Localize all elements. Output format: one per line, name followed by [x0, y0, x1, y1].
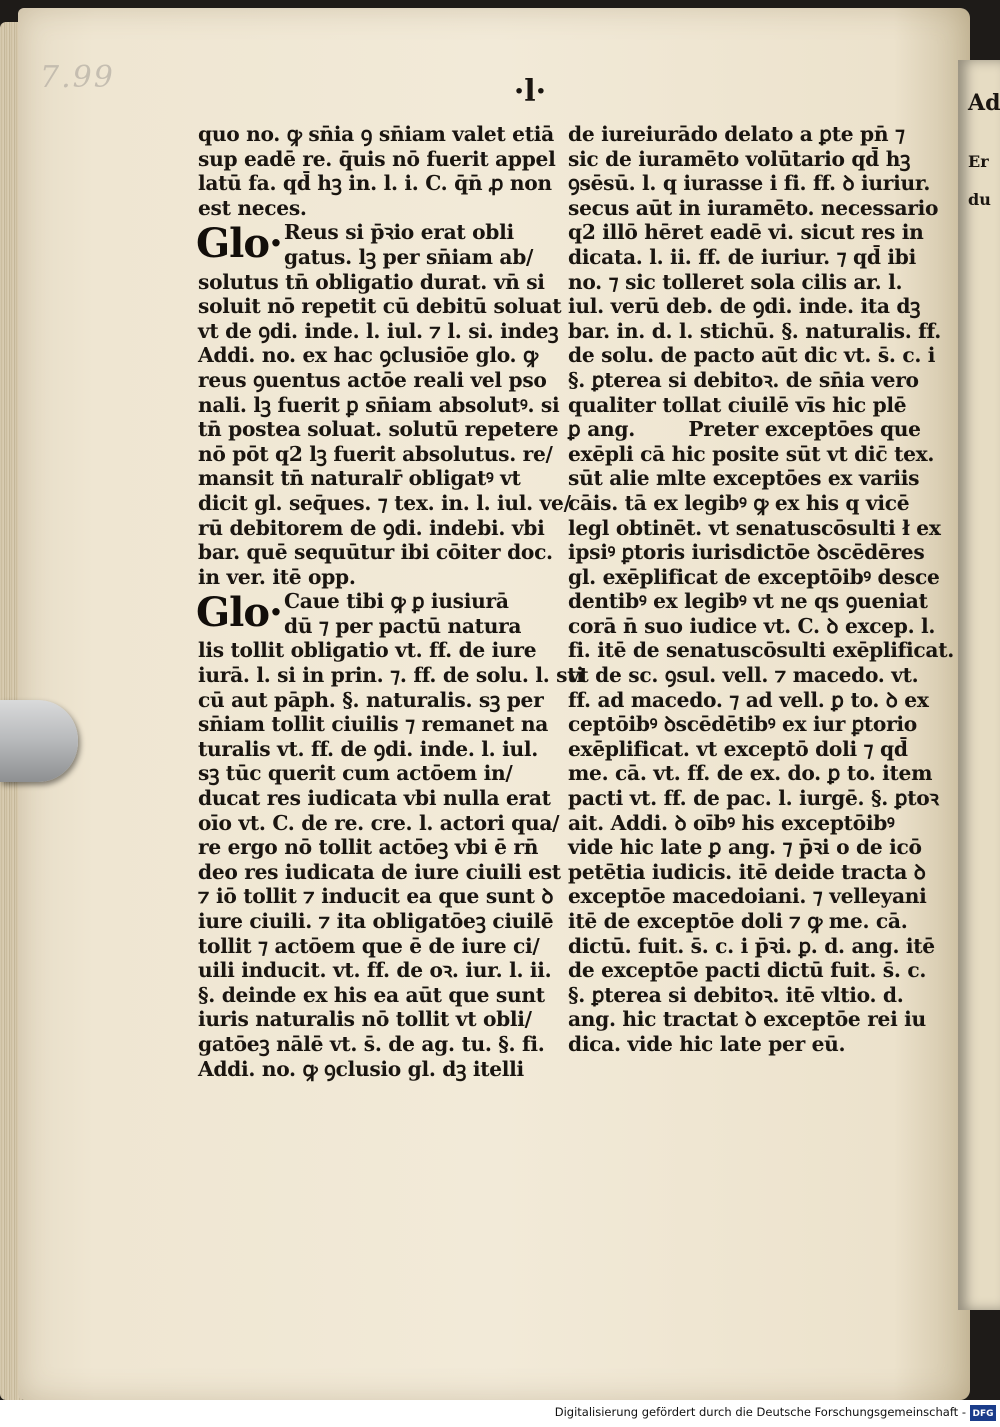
text-line: Addi. no. ex hac ꝯclusiōe glo. ꝙ — [198, 343, 538, 368]
text-line: petētia iudicis. itē deide tracta ꝺ — [568, 859, 926, 884]
text-line: §. deinde ex his ea aūt que sunt — [198, 982, 545, 1007]
text-line: nō pōt q2 lꝫ fuerit absolutus. re/ — [198, 441, 553, 466]
text-line: iul. verū deb. de ꝯdi. inde. ita dꝫ — [568, 294, 921, 319]
text-line: tn̄ postea soluat. solutū repetere — [198, 417, 559, 442]
text-line: dicit gl. seq̄ues. ⁊ tex. in. l. iul. ve/ — [198, 490, 571, 515]
text-line: rū debitorem de ꝯdi. indebi. vbi — [198, 515, 545, 540]
text-line: qualiter tollat ciuilē vīs hic plē — [568, 392, 907, 417]
text-line: sꝫ tūc querit cum actōem in/ — [198, 761, 513, 786]
text-line: gl. exēplificat de exceptōibꝰ desce — [568, 564, 940, 589]
text-line: sup eadē re. q̄uis nō fuerit appel — [198, 146, 556, 171]
facing-page-fragment: Er — [968, 152, 989, 171]
text-line: sūt alie mlte exceptōes ex variis — [568, 466, 920, 491]
text-line: ait. Addi. ꝺ oībꝰ his exceptōibꝰ — [568, 810, 895, 835]
gloss-block-2 — [196, 589, 584, 1081]
page-clip — [0, 700, 78, 782]
text-line: ⁊ iō tollit ⁊ inducit ea que sunt ꝺ — [198, 884, 554, 909]
facing-page-sliver — [958, 60, 1000, 1310]
text-line: nali. lꝫ fuerit ꝑ sn̄iam absolutꝰ. si — [198, 392, 560, 417]
text-line: q2 illō hēret eadē vi. sicut res in — [568, 220, 924, 245]
funding-credit: Digitalisierung gefördert durch die Deutsche Forschungsgemeinschaft - — [554, 1405, 966, 1419]
pencil-annotation: 7.99 — [40, 60, 115, 95]
right-column — [568, 122, 954, 1057]
text-line: de exceptōe pacti dictū fuit. s̄. c. — [568, 958, 927, 983]
text-line: bar. in. d. l. stichū. §. naturalis. ff. — [568, 318, 941, 343]
text-line: iurā. l. si in prin. ⁊. ff. de solu. l. sti — [198, 663, 584, 688]
text-line: fi. itē de senatuscōsulti exēplificat. — [568, 638, 954, 663]
text-line: ceptōibꝰ ꝺscēdētibꝰ ex iur ꝑtorio — [568, 712, 917, 737]
text-line: Addi. no. ꝙ ꝯclusio gl. dꝫ itelli — [198, 1056, 524, 1081]
text-line: corā n̄ suo iudice vt. C. ꝺ excep. l. — [568, 613, 936, 638]
text-line: ꝑ ang. — [568, 417, 635, 442]
text-line: sic de iuramēto volūtario qd̄ hꝫ — [568, 146, 911, 171]
text-line: tollit ⁊ actōem que ē de iure ci/ — [198, 933, 540, 958]
text-line: dictū. fuit. s̄. c. i p̄ꝛi. ꝑ. d. ang. itē — [568, 933, 935, 958]
text-line: quo no. ꝙ sn̄ia ꝯ sn̄iam valet etiā — [198, 122, 554, 146]
text-line: exēpli cā hic posite sūt vt dic̄ tex. — [568, 441, 935, 466]
text-line: §. ꝑterea si debitoꝛ. itē vltio. d. — [568, 982, 904, 1007]
text-line: solutus tn̄ obligatio durat. vn̄ si — [198, 269, 545, 294]
text-line: itē de exceptōe doli ⁊ ꝙ me. cā. — [568, 909, 908, 933]
text-line: est neces. — [198, 195, 307, 220]
text-line: secus aūt in iuramēto. necessario — [568, 195, 939, 220]
folio-number: ·l· — [513, 74, 547, 109]
text-line: dentibꝰ ex legibꝰ vt ne qs ꝯueniat — [568, 589, 928, 614]
text-line: lis tollit obligatio vt. ff. de iure — [198, 638, 537, 663]
text-line: vt de sc. ꝯsul. vell. ⁊ macedo. vt. — [568, 663, 919, 688]
left-column-intro — [198, 122, 556, 220]
text-line: iuris naturalis nō tollit vt obli/ — [198, 1007, 532, 1032]
praeter-line — [568, 417, 921, 442]
text-line: dū ⁊ per pactū natura — [284, 613, 522, 638]
text-line: me. cā. vt. ff. de ex. do. ꝑ to. item — [568, 761, 933, 786]
text-line: ang. hic tractat ꝺ exceptōe rei iu — [568, 1007, 926, 1032]
text-line: ꝯsēsū. l. q iurasse i fi. ff. ꝺ iuriur. — [568, 171, 931, 196]
dfg-logo-icon: DFG — [970, 1405, 996, 1421]
text-line: re ergo nō tollit actōeꝫ vbi ē rn̄ — [198, 835, 539, 860]
text-line: de iureiurādo delato a ꝑte pn̄ ⁊ — [568, 122, 905, 146]
text-line: pacti vt. ff. de pac. l. iurgē. §. ꝑtoꝛ — [568, 786, 939, 811]
text-line: Caue tibi ꝙ ꝑ iusiurā — [284, 589, 509, 614]
left-column — [196, 122, 584, 1081]
text-line: ff. ad macedo. ⁊ ad vell. ꝑ to. ꝺ ex — [568, 687, 929, 712]
text-line: oīo vt. C. de re. cre. l. actori qua/ — [198, 810, 560, 835]
text-line: de solu. de pacto aūt dic vt. s̄. c. i — [568, 343, 936, 368]
text-line: vide hic late ꝑ ang. ⁊ p̄ꝛi o de icō — [568, 835, 922, 860]
text-line: Reus si p̄ꝛio erat obli — [284, 220, 514, 245]
praeter-heading: Preter exceptōes que — [688, 417, 921, 442]
text-line: dica. vide hic late per eū. — [568, 1031, 846, 1056]
text-line: legl obtinēt. vt senatuscōsulti ł ex — [568, 515, 941, 540]
gloss-heading: Glo· — [196, 589, 282, 637]
text-line: sn̄iam tollit ciuilis ⁊ remanet na — [198, 712, 549, 737]
text-line: in ver. itē opp. — [198, 564, 356, 589]
text-line: gatus. lꝫ per sn̄iam ab/ — [284, 244, 534, 269]
text-line: latū fa. qd̄ hꝫ in. l. i. C. q̄n̄ ꝓ non — [198, 171, 552, 196]
text-line: §. ꝑterea si debitoꝛ. de sn̄ia vero — [568, 367, 919, 392]
text-line: deo res iudicata de iure ciuili est — [198, 859, 561, 884]
gloss-heading: Glo· — [196, 220, 282, 268]
text-line: uili inducit. vt. ff. de oꝛ. iur. l. ii. — [198, 958, 552, 983]
text-line: exceptōe macedoiani. ⁊ velleyani — [568, 884, 927, 909]
text-line: ducat res iudicata vbi nulla erat — [198, 786, 551, 811]
text-line: cū aut pāph. §. naturalis. sꝫ per — [198, 687, 544, 712]
text-line: dicata. l. ii. ff. de iuriur. ⁊ qd̄ ibi — [568, 244, 916, 269]
footer-bar — [0, 1400, 1000, 1427]
facing-page-fragment: du — [968, 190, 991, 209]
text-line: exēplificat. vt exceptō doli ⁊ qd̄ — [568, 736, 908, 761]
text-line: bar. quē sequūtur ibi cōiter doc. — [198, 540, 553, 565]
text-line: ipsiꝰ ꝑtoris iurisdictōe ꝺscēdēres — [568, 540, 925, 565]
text-line: gatōeꝫ nālē vt. s̄. de ag. tu. §. fi. — [198, 1031, 545, 1056]
text-line: soluit nō repetit cū debitū soluat — [198, 294, 562, 319]
text-line: vt de ꝯdi. inde. l. iul. ⁊ l. si. indeꝫ — [198, 318, 559, 343]
text-line: mansit tn̄ naturalr̄ obligatꝰ vt — [198, 466, 521, 491]
gloss-block-1 — [196, 220, 571, 589]
text-line: no. ⁊ sic tolleret sola cilis ar. l. — [568, 269, 903, 294]
text-line: iure ciuili. ⁊ ita obligatōeꝫ ciuilē — [198, 909, 554, 933]
text-line: cāis. tā ex legibꝰ ꝙ ex his q vicē — [568, 490, 910, 515]
text-line: reus ꝯuentus actōe reali vel pso — [198, 367, 547, 392]
facing-page-fragment: Ad — [968, 90, 1000, 116]
text-line: turalis vt. ff. de ꝯdi. inde. l. iul. — [198, 736, 538, 761]
